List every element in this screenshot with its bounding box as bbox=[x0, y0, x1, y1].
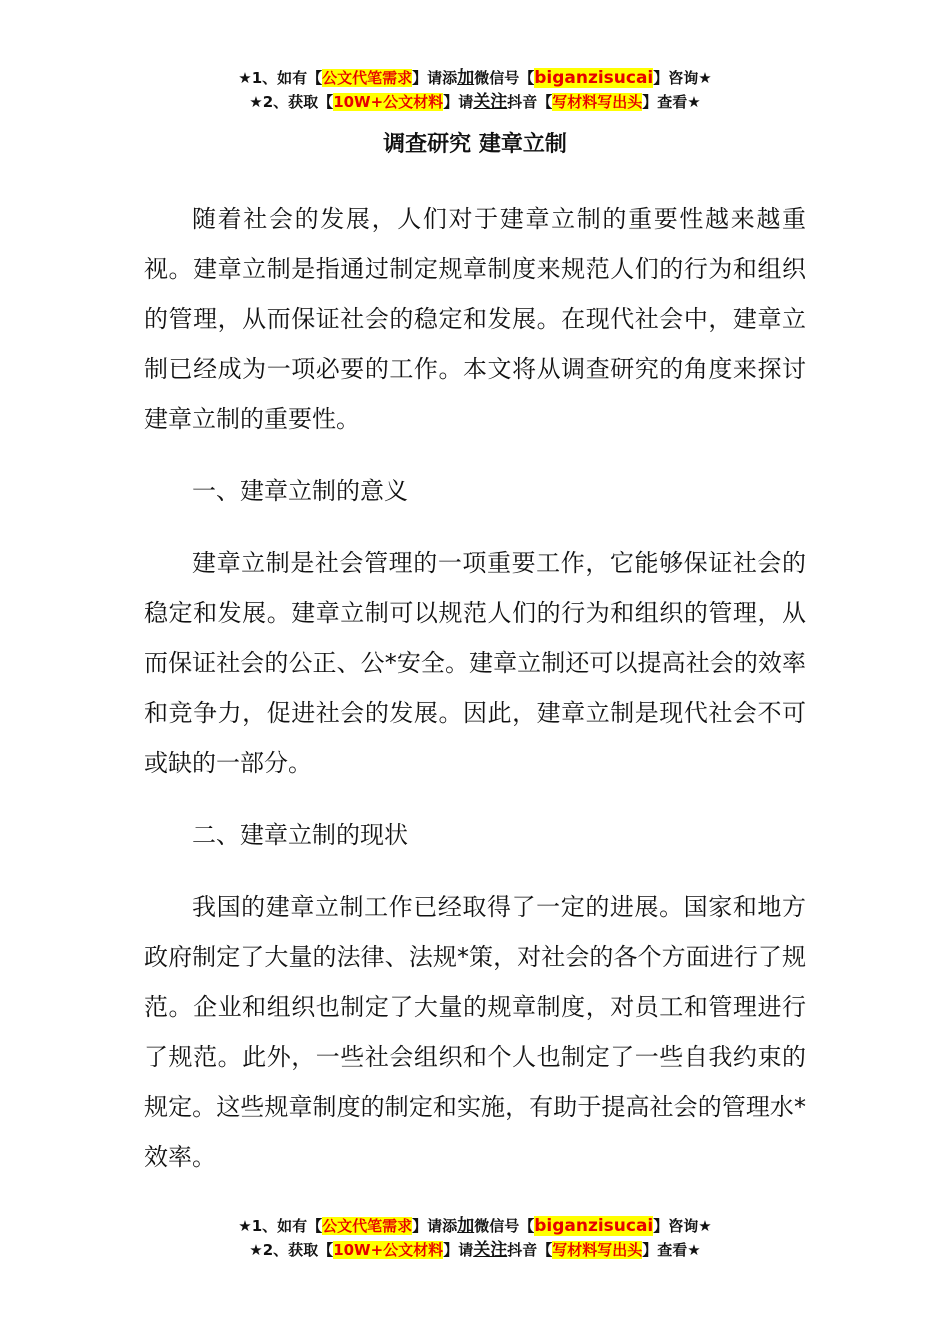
banner-highlight-wechat-id: biganzisucai bbox=[534, 68, 654, 88]
banner-highlight-materials: 10W+公文材料 bbox=[333, 1241, 444, 1259]
header-banner bbox=[0, 66, 950, 114]
document-title: 调查研究 建章立制 bbox=[383, 132, 567, 157]
banner-text: 】请 bbox=[443, 93, 474, 111]
document-body bbox=[144, 194, 806, 1182]
paragraph-status: 我国的建章立制工作已经取得了一定的进展。国家和地方政府制定了大量的法律、法规*策，对社会的各个方面进行了规范。企业和组织也制定了大量的规章制度，对员工和管理进行了规范。此外，一些社会组织和个人也制定了一些自我约束的规定。这些规章制度的制定和实施，有助于提高社会的管理水*效率。 bbox=[144, 893, 806, 1171]
paragraph-significance: 建章立制是社会管理的一项重要工作，它能够保证社会的稳定和发展。建章立制可以规范人们的行为和组织的管理，从而保证社会的公正、公*安全。建章立制还可以提高社会的效率和竞争力，促进社会的发展。因此，建章立制是现代社会不可或缺的一部分。 bbox=[144, 549, 806, 777]
banner-underline: 加 bbox=[457, 68, 475, 88]
section-heading-1: 一、建章立制的意义 bbox=[192, 477, 408, 505]
banner-text: 】请添 bbox=[412, 1217, 458, 1235]
footer-banner bbox=[0, 1214, 950, 1262]
banner-underline: 关注 bbox=[473, 92, 508, 112]
banner-text: 】请 bbox=[443, 1241, 474, 1259]
banner-line-1 bbox=[0, 1214, 950, 1238]
banner-text: 抖音【 bbox=[507, 1241, 553, 1259]
banner-text: 微信号【 bbox=[474, 1217, 535, 1235]
banner-highlight-douyin: 写材料写出头 bbox=[552, 93, 643, 111]
banner-text: ★2、获取【 bbox=[249, 1241, 334, 1259]
banner-highlight-service: 公文代笔需求 bbox=[322, 69, 413, 87]
banner-line-2 bbox=[0, 1238, 950, 1262]
banner-text: ★1、如有【 bbox=[238, 69, 323, 87]
banner-highlight-materials: 10W+公文材料 bbox=[333, 93, 444, 111]
banner-text: 】查看★ bbox=[642, 93, 701, 111]
banner-text: ★2、获取【 bbox=[249, 93, 334, 111]
banner-text: ★1、如有【 bbox=[238, 1217, 323, 1235]
banner-text: 】查看★ bbox=[642, 1241, 701, 1259]
banner-text: 微信号【 bbox=[474, 69, 535, 87]
banner-text: 】咨询★ bbox=[653, 69, 712, 87]
paragraph-intro: 随着社会的发展，人们对于建章立制的重要性越来越重视。建章立制是指通过制定规章制度来规范人们的行为和组织的管理，从而保证社会的稳定和发展。在现代社会中，建章立制已经成为一项必要的工作。本文将从调查研究的角度来探讨建章立制的重要性。 bbox=[144, 205, 806, 433]
banner-highlight-wechat-id: biganzisucai bbox=[534, 1216, 654, 1236]
banner-underline: 关注 bbox=[473, 1240, 508, 1260]
section-heading-2: 二、建章立制的现状 bbox=[192, 821, 408, 849]
banner-line-2 bbox=[0, 90, 950, 114]
banner-highlight-douyin: 写材料写出头 bbox=[552, 1241, 643, 1259]
banner-line-1 bbox=[0, 66, 950, 90]
banner-text: 抖音【 bbox=[507, 93, 553, 111]
banner-underline: 加 bbox=[457, 1216, 475, 1236]
banner-text: 】咨询★ bbox=[653, 1217, 712, 1235]
banner-text: 】请添 bbox=[412, 69, 458, 87]
banner-highlight-service: 公文代笔需求 bbox=[322, 1217, 413, 1235]
